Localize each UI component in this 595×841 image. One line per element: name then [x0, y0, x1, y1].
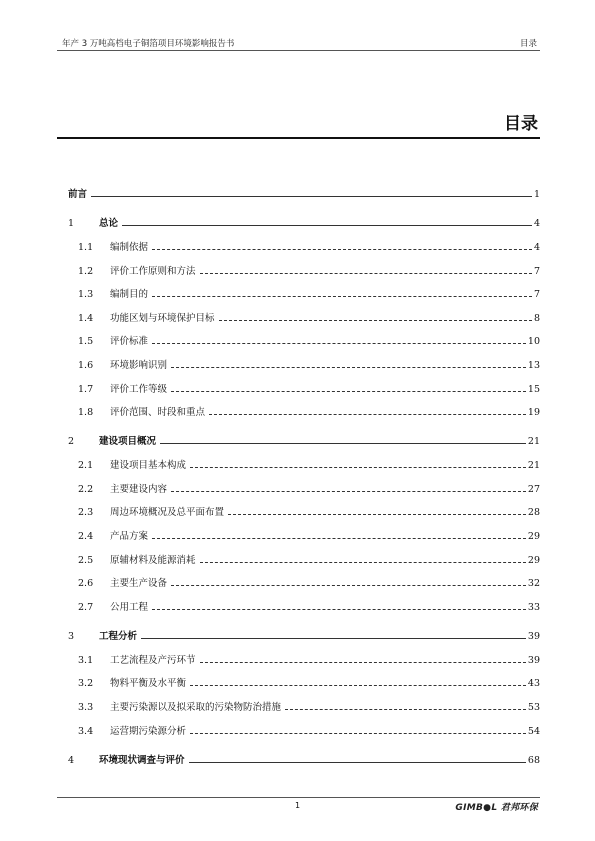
- toc-entry[interactable]: [0, 481, 595, 499]
- company-logo: GIMB●L 君邦环保: [455, 803, 538, 813]
- toc-entry-title: 环境影响识别: [110, 360, 168, 371]
- toc-entry[interactable]: [0, 752, 595, 770]
- toc-entry-number: 2: [68, 436, 75, 448]
- toc-entry[interactable]: [0, 333, 595, 351]
- toc-entry-title: 主要污染源以及拟采取的污染物防治措施: [110, 702, 282, 713]
- toc-entry-number: 2.6: [78, 578, 94, 590]
- toc-leader-dots: [171, 367, 526, 368]
- header-doc-title: 年产 3 万吨高档电子铜箔项目环境影响报告书: [62, 39, 235, 49]
- toc-entry[interactable]: [0, 239, 595, 257]
- toc-entry[interactable]: [0, 404, 595, 422]
- toc-entry-page: 4: [533, 218, 540, 229]
- toc-entry-title: 评价工作原则和方法: [110, 265, 196, 277]
- toc-leader-dots: [190, 733, 526, 734]
- toc-leader-dots: [122, 225, 532, 226]
- toc-entry[interactable]: [0, 215, 595, 233]
- toc-entry[interactable]: [0, 675, 595, 693]
- toc-entry[interactable]: [0, 528, 595, 546]
- toc-entry[interactable]: [0, 552, 595, 570]
- toc-leader-dots: [190, 685, 526, 686]
- toc-entry-page: 27: [527, 483, 540, 495]
- toc-entry-page: 10: [527, 336, 540, 348]
- toc-entry-number: 3.4: [78, 725, 94, 737]
- toc-entry-title: 主要建设内容: [110, 483, 168, 495]
- toc-entry-page: 29: [527, 531, 540, 542]
- toc-entry[interactable]: [0, 575, 595, 593]
- toc-entry[interactable]: [0, 457, 595, 475]
- toc-entry-number: 2.1: [78, 460, 94, 472]
- toc-entry-number: 1.1: [78, 242, 94, 253]
- toc-entry[interactable]: [0, 599, 595, 617]
- toc-entry-page: 21: [527, 460, 540, 472]
- toc-entry-page: 39: [527, 654, 540, 666]
- toc-entry-number: 3.1: [78, 654, 94, 666]
- toc-entry[interactable]: [0, 310, 595, 328]
- toc-entry[interactable]: [0, 723, 595, 741]
- toc-leader-dots: [160, 443, 526, 444]
- toc-leader-dots: [200, 273, 532, 274]
- toc-entry-page: 32: [527, 578, 540, 590]
- toc-entry-page: 15: [527, 383, 540, 395]
- toc-leader-dots: [171, 585, 526, 586]
- toc-entry[interactable]: [0, 699, 595, 717]
- toc-entry[interactable]: [0, 263, 595, 281]
- toc-entry-title: 工艺流程及产污环节: [110, 654, 196, 666]
- toc-entry-page: 29: [527, 554, 540, 566]
- toc-entry-title: 前言: [68, 189, 88, 200]
- toc-entry-title: 物料平衡及水平衡: [110, 678, 187, 690]
- title-rule: [57, 137, 540, 139]
- toc-entry-number: 1.2: [78, 265, 94, 277]
- toc-leader-dots: [189, 762, 526, 763]
- toc-entry[interactable]: [0, 433, 595, 451]
- toc-entry-page: 39: [527, 630, 540, 642]
- toc-leader-dots: [200, 562, 526, 563]
- toc-entry-number: 2.3: [78, 507, 94, 519]
- toc-entry-title: 评价工作等级: [110, 383, 168, 395]
- toc-entry-title: 编制依据: [110, 242, 149, 253]
- toc-entry-title: 运营期污染源分析: [110, 725, 187, 737]
- toc-entry-number: 1.3: [78, 289, 94, 301]
- toc-entry-title: 环境现状调查与评价: [99, 754, 185, 766]
- toc-entry[interactable]: [0, 381, 595, 399]
- toc-entry-title: 总论: [99, 218, 119, 229]
- toc-entry-number: 3.3: [78, 702, 94, 713]
- page-header: [57, 37, 540, 51]
- toc-entry-page: 68: [527, 754, 540, 766]
- toc-entry-number: 1.7: [78, 383, 94, 395]
- toc-entry-title: 主要生产设备: [110, 578, 168, 590]
- toc-entry-page: 53: [527, 702, 540, 713]
- toc-leader-dots: [209, 414, 526, 415]
- toc-entry-page: 54: [527, 725, 540, 737]
- footer-page-number: 1: [294, 801, 301, 810]
- toc-entry-page: 13: [527, 360, 540, 371]
- toc-entry-page: 7: [533, 265, 540, 277]
- toc-leader-dots: [152, 609, 526, 610]
- toc-entry-number: 1.8: [78, 407, 94, 419]
- toc-entry-title: 原辅材料及能源消耗: [110, 554, 196, 566]
- toc-entry-number: 1.4: [78, 312, 94, 324]
- header-section: 目录: [519, 39, 537, 49]
- toc-entry-page: 43: [527, 678, 540, 690]
- toc-entry-page: 1: [533, 189, 540, 200]
- toc-entry-number: 1.5: [78, 336, 94, 348]
- toc-entry-number: 2.2: [78, 483, 94, 495]
- toc-leader-dots: [285, 709, 526, 710]
- toc-entry-title: 功能区划与环境保护目标: [110, 312, 215, 324]
- toc-entry-page: 28: [527, 507, 540, 519]
- toc-entry-title: 评价范围、时段和重点: [110, 407, 206, 419]
- toc-leader-dots: [152, 538, 526, 539]
- toc-entry[interactable]: [0, 652, 595, 670]
- toc-entry-number: 2.5: [78, 554, 94, 566]
- toc-entry[interactable]: [0, 357, 595, 375]
- toc-entry-page: 7: [533, 289, 540, 301]
- toc-leader-dots: [171, 491, 526, 492]
- toc-leader-dots: [152, 343, 526, 344]
- toc-entry-title: 公用工程: [110, 601, 149, 613]
- toc-entry[interactable]: [0, 286, 595, 304]
- page-title: 目录: [504, 114, 538, 134]
- toc-entry-title: 建设项目基本构成: [110, 460, 187, 472]
- footer-rule: [57, 797, 540, 798]
- toc-entry-title: 工程分析: [99, 630, 138, 642]
- toc-entry-number: 3.2: [78, 678, 94, 690]
- toc-entry-number: 1: [68, 218, 75, 229]
- toc-leader-dots: [152, 296, 532, 297]
- toc-entry-title: 建设项目概况: [99, 436, 157, 448]
- toc-entry-number: 3: [68, 630, 75, 642]
- toc-entry-title: 评价标准: [110, 336, 149, 348]
- toc-entry-number: 2.4: [78, 531, 94, 542]
- toc-entry[interactable]: [0, 504, 595, 522]
- toc-entry[interactable]: [0, 186, 595, 204]
- toc-entry-title: 编制目的: [110, 289, 149, 301]
- toc-entry-number: 1.6: [78, 360, 94, 371]
- toc-leader-dots: [190, 467, 526, 468]
- toc-entry-title: 周边环境概况及总平面布置: [110, 507, 225, 519]
- toc-entry-page: 33: [527, 601, 540, 613]
- toc-entry-page: 4: [533, 242, 540, 253]
- toc-entry[interactable]: [0, 628, 595, 646]
- toc-leader-dots: [200, 662, 526, 663]
- toc-entry-page: 8: [533, 312, 540, 324]
- toc-entry-number: 4: [68, 754, 75, 766]
- toc-leader-dots: [171, 391, 526, 392]
- toc-entry-title: 产品方案: [110, 531, 149, 542]
- toc-leader-dots: [228, 514, 526, 515]
- toc-entry-page: 21: [527, 436, 540, 448]
- toc-leader-dots: [141, 638, 526, 639]
- toc-leader-dots: [219, 320, 532, 321]
- toc-leader-dots: [91, 196, 532, 197]
- toc-entry-number: 2.7: [78, 601, 94, 613]
- toc-entry-page: 19: [527, 407, 540, 419]
- toc-leader-dots: [152, 249, 532, 250]
